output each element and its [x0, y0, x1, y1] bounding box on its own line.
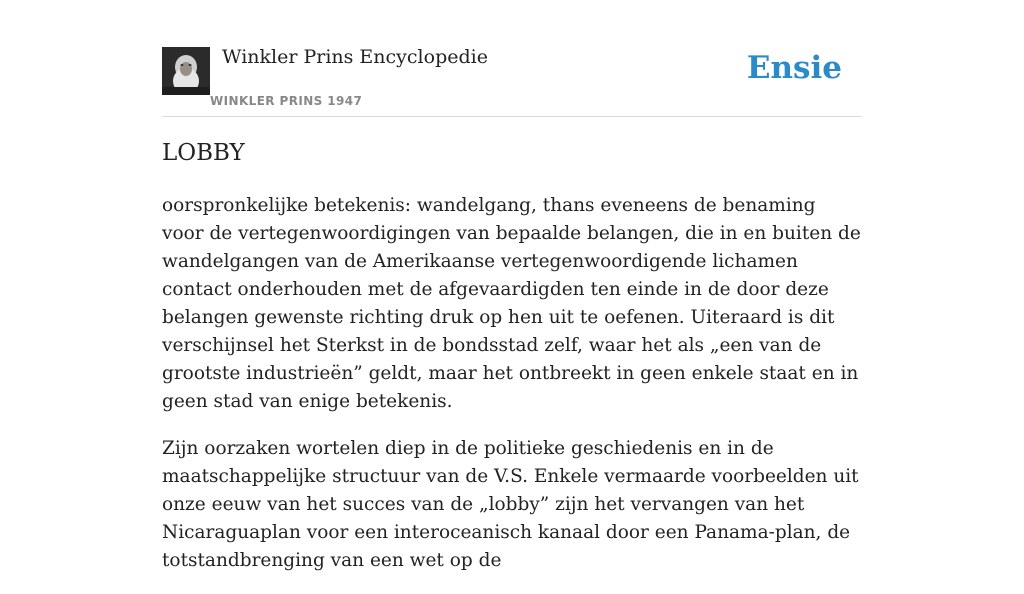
bearded-man-portrait-icon	[162, 47, 210, 95]
article-paragraph: Zijn oorzaken wortelen diep in de politieke geschiedenis en in de maatschappelijke structuur van de V.S. Enkele vermaarde voorbeelden uit onze eeuw van het succes van de „lobby” zijn het vervangen van het Nicaraguaplan voor een interoceanisch kanaal door een Panama-plan, de totstandbrenging van een wet op de	[162, 438, 859, 571]
avatar[interactable]	[162, 47, 210, 95]
site-subtitle[interactable]: WINKLER PRINS 1947	[210, 94, 363, 108]
article-title: LOBBY	[162, 140, 245, 166]
site-header	[162, 44, 862, 117]
article-body	[162, 192, 862, 594]
brand-logo[interactable]: Ensie	[746, 50, 842, 86]
article-paragraph: oorspronkelijke betekenis: wandelgang, thans eveneens de benaming voor de vertegenwoordigingen van bepaalde belangen, die in en buiten de wandelgangen van de Amerikaanse vertegenwoordigende lichamen contact onderhouden met de afgevaardigden ten einde in de door deze belangen gewenste richting druk op hen uit te oefenen. Uiteraard is dit verschijnsel het Sterkst in de bondsstad zelf, waar het als „een van de grootste industrieën” geldt, maar het ontbreekt in geen enkele staat en in geen stad van enige betekenis.	[162, 195, 861, 412]
site-title[interactable]: Winkler Prins Encyclopedie	[222, 46, 488, 68]
